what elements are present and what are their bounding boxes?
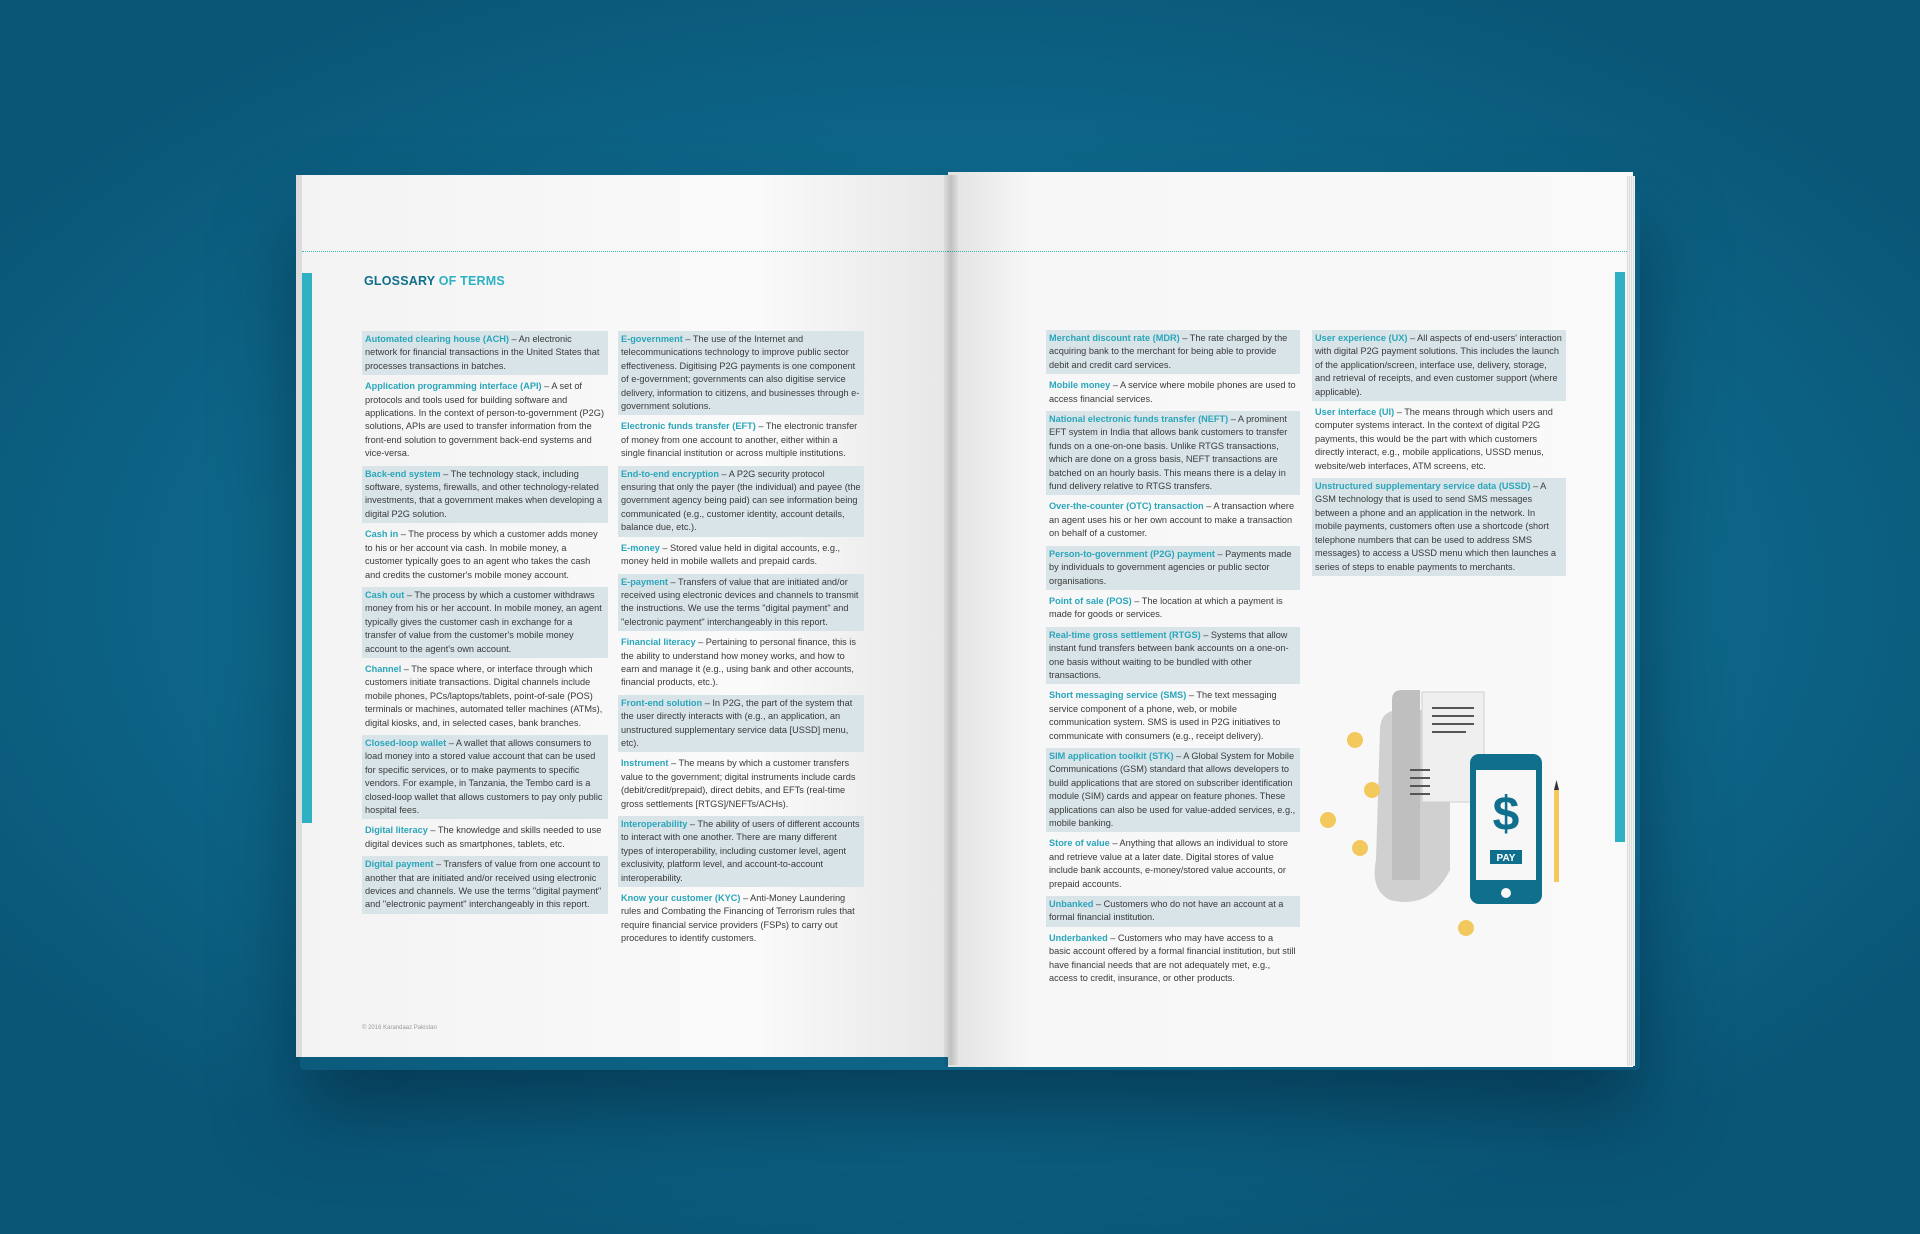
right-accent-tab <box>1615 272 1625 842</box>
glossary-entry <box>1046 546 1300 590</box>
glossary-term: Short messaging service (SMS) <box>1049 690 1187 701</box>
glossary-definition: – Stored value held in digital accounts, e.g., money held in mobile wallets and prepaid cards. <box>621 542 841 567</box>
pay-label: PAY <box>1496 853 1516 864</box>
glossary-term: Real-time gross settlement (RTGS) <box>1049 629 1201 640</box>
page-title <box>364 274 505 288</box>
left-page <box>296 175 954 1057</box>
glossary-term: Digital payment <box>365 859 434 870</box>
glossary-term: Unstructured supplementary service data (USSD) <box>1315 481 1531 492</box>
glossary-term: Underbanked <box>1049 932 1108 943</box>
glossary-definition: – In P2G, the part of the system that the user directly interacts with (e.g., an application, an unstructured supplementary service data [USSD] menu, etc). <box>621 697 853 748</box>
glossary-definition: – Anything that allows an individual to store and retrieve value at a later date. Digital stores of value include bank accounts, e-money/stored value accounts, or prepaid accounts. <box>1049 838 1289 889</box>
glossary-entry <box>618 755 864 813</box>
glossary-entry <box>362 331 608 375</box>
glossary-definition: – The technology stack, including software, systems, firewalls, and other technology-related investments, that a government makes when developing a digital P2G solution. <box>365 468 602 519</box>
glossary-term: Back-end system <box>365 468 441 479</box>
pencil-tip <box>1554 780 1559 790</box>
glossary-entry <box>362 526 608 584</box>
glossary-term: Instrument <box>621 758 669 769</box>
header-rule <box>302 251 954 252</box>
glossary-entry <box>362 661 608 732</box>
glossary-entry <box>618 816 864 887</box>
glossary-entry <box>362 378 608 462</box>
glossary-entry <box>618 634 864 692</box>
glossary-definition: – The means by which a customer transfers value to the government; digital instruments include cards (debit/credit/prepaid), direct debits, and EFTs (real-time gross settlements [RTGS]/NEFTs/ACHs). <box>621 758 856 809</box>
glossary-entry <box>1312 330 1566 401</box>
glossary-definition: – A Global System for Mobile Communications (GSM) standard that allows developers to build applications that are stored on subscriber identification module (SIM) cards and appear on feature phones. These applications can also be used for value-added services, e.g., mobile banking. <box>1049 750 1296 828</box>
glossary-definition: – The location at which a payment is made for goods or services. <box>1049 595 1283 620</box>
glossary-term: Cash out <box>365 589 405 600</box>
glossary-definition: – Customers who do not have an account at a formal financial institution. <box>1049 899 1284 923</box>
glossary-entry <box>618 695 864 753</box>
glossary-entry <box>1046 835 1300 893</box>
copyright: © 2016 Karandaaz Pakistan <box>362 1025 437 1031</box>
glossary-entry <box>1046 687 1300 745</box>
glossary-definition: – Transfers of value from one account to another that are initiated and/or received using electronic devices and channels. We use the terms "digital payment" and "electronic payment" interchangeably in this report. <box>365 859 602 910</box>
glossary-definition: – A GSM technology that is used to send SMS messages between a phone and an application in the network. In mobile payments, customers often use a shortcode (short telephone numbers that can be used to address SMS messages) to access a USSD menu which then launches a series of steps to enable payments to merchants. <box>1315 481 1557 572</box>
glossary-term: Channel <box>365 663 402 674</box>
glossary-definition: – The text messaging service component of a phone, web, or mobile communication system. SMS is used in P2G initiatives to communicate with consumers (e.g., receipt delivery). <box>1049 690 1281 741</box>
glossary-definition: – A P2G security protocol ensuring that only the payer (the individual) and payee (the government agency being paid) can see information being communicated (e.g., customer identity, account details, balance due, etc.). <box>621 468 861 533</box>
glossary-term: Person-to-government (P2G) payment <box>1049 548 1215 559</box>
spine-gutter <box>944 175 958 1065</box>
glossary-term: End-to-end encryption <box>621 468 719 479</box>
glossary-entry <box>1046 411 1300 495</box>
glossary-definition: – The knowledge and skills needed to use digital devices such as smartphones, tablets, etc. <box>365 825 602 849</box>
glossary-definition: – The process by which a customer adds money to his or her account via cash. In mobile money, a customer typically goes to an agent who takes the cash and credits the customer's mobile money account. <box>365 529 598 580</box>
glossary-definition: – Systems that allow instant fund transfers between bank accounts on a one-on-one basis without waiting to be bundled with other transactions. <box>1049 629 1289 680</box>
title-light: OF TERMS <box>438 274 505 288</box>
glossary-definition: – An electronic network for financial transactions in the United States that processes transactions in batches. <box>365 334 600 371</box>
glossary-column-3 <box>1046 330 1300 990</box>
glossary-entry <box>1046 896 1300 927</box>
glossary-term: Know your customer (KYC) <box>621 893 741 904</box>
glossary-column-1 <box>362 331 608 917</box>
glossary-entry <box>1046 330 1300 374</box>
glossary-entry <box>1046 627 1300 685</box>
glossary-entry <box>618 574 864 632</box>
glossary-definition: – A set of protocols and tools used for building software and applications. In the context of person-to-government (P2G) solutions, APIs are used to transfer information from the front-end solution to government back-end systems and vice-versa. <box>365 381 605 459</box>
glossary-term: Store of value <box>1049 838 1110 849</box>
glossary-definition: – A service where mobile phones are used to access financial services. <box>1049 380 1296 404</box>
phone-home-button <box>1501 888 1511 898</box>
glossary-entry <box>618 418 864 462</box>
glossary-term: E-payment <box>621 576 668 587</box>
glossary-entry <box>1046 498 1300 542</box>
glossary-entry <box>1312 404 1566 475</box>
glossary-entry <box>618 890 864 948</box>
glossary-definition: – Payments made by individuals to government agencies or public sector organisations. <box>1049 548 1292 586</box>
glossary-definition: – Pertaining to personal finance, this is the ability to understand how money works, and how to earn and manage it (e.g., using bank and other accounts, financial products, etc.). <box>621 637 856 688</box>
glossary-definition: – The rate charged by the acquiring bank to the merchant for being able to provide debit and credit card services. <box>1049 333 1288 370</box>
glossary-term: E-money <box>621 542 660 553</box>
glossary-definition: – Transfers of value that are initiated and/or received using electronic devices and channels to transmit the instructions. We use the terms "digital payment" and "electronic payment" interchangeably in this report. <box>621 576 859 627</box>
glossary-term: Interoperability <box>621 819 688 829</box>
glossary-term: Point of sale (POS) <box>1049 595 1132 606</box>
glossary-term: Front-end solution <box>621 697 703 708</box>
glossary-entry <box>1046 593 1300 624</box>
glossary-term: Over-the-counter (OTC) transaction <box>1049 501 1204 512</box>
glossary-definition: – Anti-Money Laundering rules and Combating the Financing of Terrorism rules that require financial service providers (FSPs) to carry out procedures to identify customers. <box>621 893 855 944</box>
glossary-definition: – The space where, or interface through which customers initiate transactions. Digital channels include mobile phones, PCs/laptops/tablets, point-of-sale (POS) terminals or machines, automated teller machines (ATMs), digital kiosks, and, in selected cases, bank branches. <box>365 663 603 728</box>
glossary-term: National electronic funds transfer (NEFT) <box>1049 414 1229 425</box>
glossary-entry <box>1046 930 1300 988</box>
page-stack-edge <box>1627 176 1635 1066</box>
glossary-term: Financial literacy <box>621 637 696 648</box>
title-dark: GLOSSARY <box>364 274 436 288</box>
glossary-term: Unbanked <box>1049 899 1094 910</box>
glossary-definition: – The use of the Internet and telecommunications technology to improve public sector effectiveness. Digitising P2G payments is one component of e-government; governments can also digitise service delivery, information to citizens, and businesses through e-government solutions. <box>621 334 860 412</box>
glossary-term: E-government <box>621 334 683 344</box>
glossary-entry <box>618 466 864 537</box>
glossary-term: Digital literacy <box>365 825 428 836</box>
glossary-entry <box>362 735 608 819</box>
glossary-column-4 <box>1312 330 1566 579</box>
glossary-term: User interface (UI) <box>1315 407 1395 418</box>
glossary-term: Closed-loop wallet <box>365 737 447 748</box>
glossary-term: Cash in <box>365 529 399 540</box>
glossary-definition: – The means through which users and computer systems interact. In the context of digital P2G payments, this would be the part with which customers directly interact, e.g., mobile applications, USSD menus, website/web interfaces, ATM screens, etc. <box>1315 407 1553 471</box>
glossary-term: Application programming interface (API) <box>365 381 542 392</box>
glossary-definition: – A transaction where an agent uses his or her own account to make a transaction on behalf of a customer. <box>1049 501 1295 539</box>
glossary-definition: – A prominent EFT system in India that allows bank customers to transfer funds on a one-on-one basis. Unlike RTGS transactions, which are done on a gross basis, NEFT transactions are batched on an hourly basis. This means there is a delay in fund delivery relative to RTGS transfers. <box>1049 414 1288 492</box>
glossary-definition: – The process by which a customer withdraws money from his or her account. In mobile money, an agent typically gives the customer cash in exchange for a transfer of value from the customer's mobile money account to the agent's own account. <box>365 589 602 654</box>
dollar-icon: $ <box>1492 788 1520 841</box>
glossary-entry <box>1046 748 1300 832</box>
glossary-definition: – The electronic transfer of money from one account to another, either within a single financial institution or across multiple institutions. <box>621 421 858 459</box>
glossary-definition: – All aspects of end-users' interaction with digital P2G payment solutions. This includes the launch of the application/screen, interface use, delivery, storage, and retrieval of receipts, and even customer support (where applicable). <box>1315 333 1562 397</box>
glossary-term: User experience (UX) <box>1315 333 1408 343</box>
glossary-definition: – The ability of users of different accounts to interact with one another. There are many different types of interoperability, including customer level, agent exclusivity, platform level, and account-to-account interoperability. <box>621 819 860 883</box>
mobile-payment-illustration <box>1310 680 1570 940</box>
glossary-entry <box>362 822 608 853</box>
glossary-entry <box>362 466 608 524</box>
glossary-entry <box>362 587 608 658</box>
glossary-column-2 <box>618 331 864 951</box>
glossary-term: SIM application toolkit (STK) <box>1049 750 1174 761</box>
glossary-entry <box>362 856 608 914</box>
glossary-entry <box>1312 478 1566 576</box>
header-rule-right <box>948 251 1633 252</box>
left-accent-tab <box>302 273 312 823</box>
glossary-definition: – A wallet that allows consumers to load money into a stored value account that can be used for specific services, or to make payments to specific vendors. For example, in Tanzania, the Tembo card is a closed-loop wallet that allows customers to pay only public hospital fees. <box>365 737 603 815</box>
pencil-icon <box>1554 790 1559 882</box>
glossary-entry <box>618 540 864 571</box>
glossary-term: Automated clearing house (ACH) <box>365 334 509 344</box>
glossary-entry <box>1046 377 1300 408</box>
glossary-term: Electronic funds transfer (EFT) <box>621 421 756 432</box>
glossary-entry <box>618 331 864 415</box>
glossary-definition: – Customers who may have access to a basic account offered by a formal financial institution, but still have financial needs that are not adequately met, e.g., access to credit, insurance, or other products. <box>1049 932 1296 984</box>
glossary-term: Mobile money <box>1049 380 1111 391</box>
glossary-term: Merchant discount rate (MDR) <box>1049 333 1180 343</box>
